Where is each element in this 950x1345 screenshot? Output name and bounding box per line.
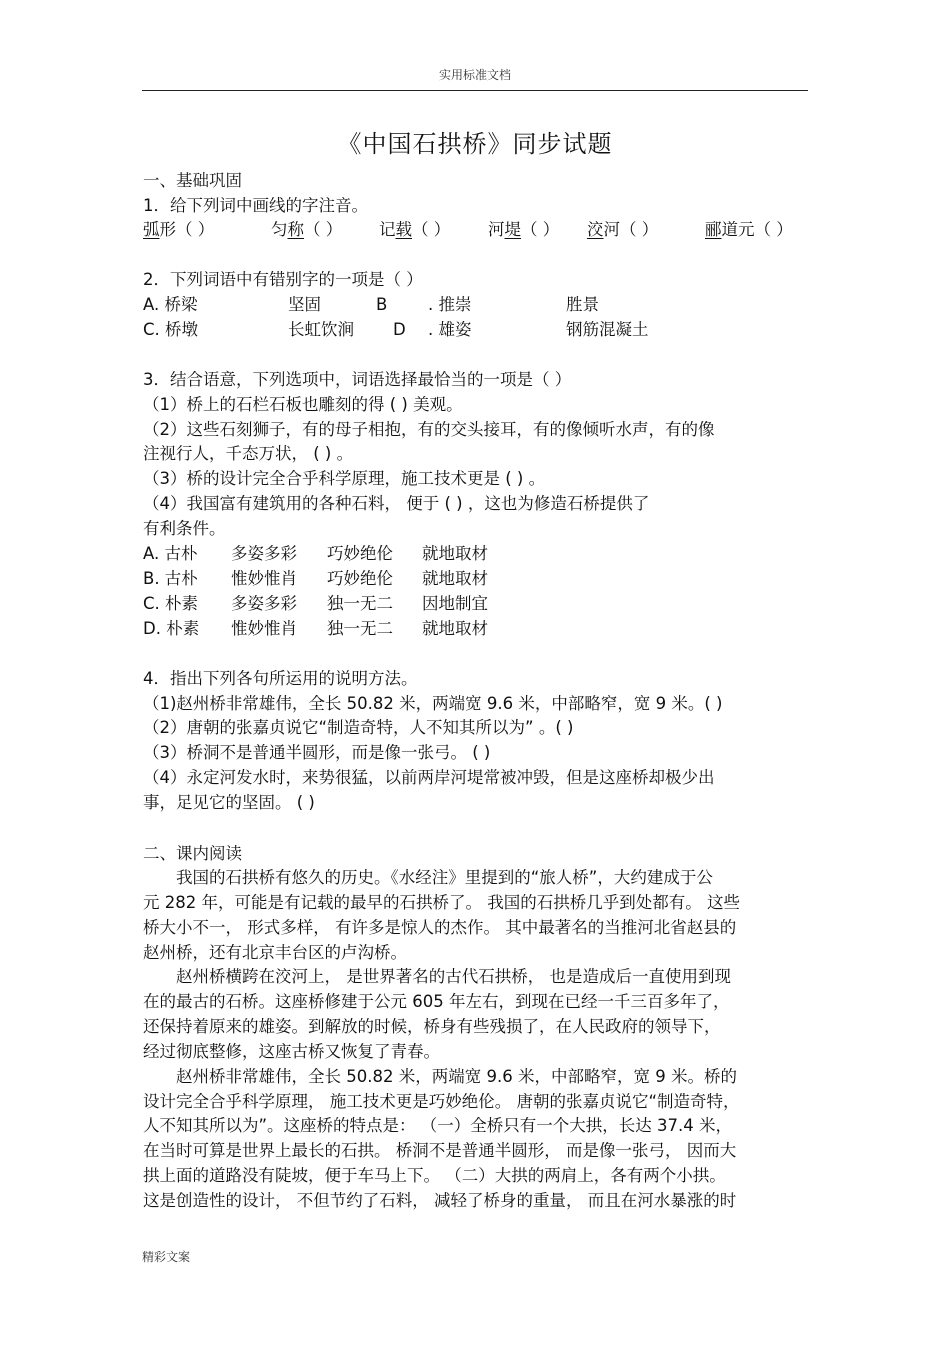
page-header: 实用标准文档 [438,68,511,82]
question-3-sentence: 注视行人，千态万状， ( ) 。 [143,444,354,463]
pinyin-item: 匀称（ ） [271,220,343,239]
option-cell: 胜景 [566,295,599,314]
section-heading: 二、课内阅读 [143,844,242,863]
option-cell: 就地取材 [422,619,488,638]
option-cell: C. 朴素 [143,594,199,613]
option-cell: C. 桥墩 [143,320,199,339]
option-cell: 坚固 [288,295,321,314]
pinyin-item: 洨河（ ） [587,220,659,239]
question-4-sentence: （2）唐朝的张嘉贞说它“制造奇特，人不知其所以为” 。( ) [143,718,574,737]
reading-line: 赵州桥，还有北京丰台区的卢沟桥。 [143,943,407,962]
question-1-stem: 1．给下列词中画线的字注音。 [143,196,368,215]
option-cell: B. 古朴 [143,569,198,588]
option-cell: 巧妙绝伦 [327,569,393,588]
reading-line: 赵州桥非常雄伟，全长 50.82 米，两端宽 9.6 米，中部略窄，宽 9 米。桥的 [143,1067,737,1086]
reading-line: 人不知其所以为”。这座桥的特点是： （一）全桥只有一个大拱，长达 37.4 米， [143,1116,733,1135]
question-4-sentence: 事，足见它的坚固。 ( ) [143,793,315,812]
page-footer: 精彩文案 [142,1250,191,1264]
option-cell: A. 桥梁 [143,295,198,314]
reading-line: 我国的石拱桥有悠久的历史。《水经注》里提到的“旅人桥”，大约建成于公 [143,868,713,887]
question-3-sentence: 有利条件。 [143,519,226,538]
option-cell: 惟妙惟肖 [231,569,297,588]
option-cell: . 雄姿 [428,320,472,339]
option-cell: 多姿多彩 [231,594,297,613]
reading-line: 设计完全合乎科学原理， 施工技术更是巧妙绝伦。 唐朝的张嘉贞说它“制造奇特， [143,1092,740,1111]
option-cell: A. 古朴 [143,544,198,563]
question-3-sentence: （2）这些石刻狮子，有的母子相抱，有的交头接耳，有的像倾听水声，有的像 [143,420,715,439]
question-4-sentence: （4）永定河发水时，来势很猛，以前两岸河堤常被冲毁，但是这座桥却极少出 [143,768,715,787]
option-cell: 独一无二 [327,619,393,638]
option-cell: 长虹饮涧 [288,320,354,339]
pinyin-item: 记载（ ） [379,220,451,239]
pinyin-item: 河堤（ ） [488,220,560,239]
reading-line: 赵州桥横跨在洨河上， 是世界著名的古代石拱桥， 也是造成后一直使用到现 [143,967,731,986]
question-3-stem: 3．结合语意，下列选项中，词语选择最恰当的一项是（ ） [143,370,572,389]
question-3-sentence: （3）桥的设计完全合乎科学原理，施工技术更是 ( ) 。 [143,469,546,488]
option-cell: . 推崇 [428,295,472,314]
option-cell: 独一无二 [327,594,393,613]
option-cell: 钢筋混凝土 [566,320,649,339]
section-heading: 一、基础巩固 [143,171,242,190]
question-2-stem: 2．下列词语中有错别字的一项是（ ） [143,270,423,289]
question-4-stem: 4．指出下列各句所运用的说明方法。 [143,669,418,688]
reading-line: 经过彻底整修，这座古桥又恢复了青春。 [143,1042,440,1061]
reading-line: 在当时可算是世界上最长的石拱。 桥洞不是普通半圆形， 而是像一张弓， 因而大 [143,1141,737,1160]
option-cell: 巧妙绝伦 [327,544,393,563]
option-cell: 就地取材 [422,544,488,563]
reading-line: 元 282 年，可能是有记载的最早的石拱桥了。 我国的石拱桥几乎到处都有。 这些 [143,893,740,912]
question-3-sentence: （1）桥上的石栏石板也雕刻的得 ( ) 美观。 [143,395,463,414]
pinyin-item: 弧形（ ） [143,220,215,239]
question-4-sentence: （3）桥洞不是普通半圆形，而是像一张弓。 ( ) [143,743,491,762]
option-cell: 因地制宜 [422,594,488,613]
option-cell: 就地取材 [422,569,488,588]
option-cell: B [376,295,388,314]
reading-line: 这是创造性的设计， 不但节约了石料， 减轻了桥身的重量， 而且在河水暴涨的时 [143,1191,737,1210]
option-cell: D. 朴素 [143,619,200,638]
reading-line: 拱上面的道路没有陡坡，便于车马上下。 （二）大拱的两肩上，各有两个小拱。 [143,1166,726,1185]
header-rule [142,90,808,91]
option-cell: 惟妙惟肖 [231,619,297,638]
option-cell: 多姿多彩 [231,544,297,563]
pinyin-item: 郦道元（ ） [705,220,793,239]
option-cell: D [393,320,406,339]
reading-line: 还保持着原来的雄姿。到解放的时候，桥身有些残损了，在人民政府的领导下， [143,1017,721,1036]
reading-line: 在的最古的石桥。这座桥修建于公元 605 年左右，到现在已经一千三百多年了， [143,992,730,1011]
page-title: 《中国石拱桥》同步试题 [337,130,613,158]
reading-line: 桥大小不一， 形式多样， 有许多是惊人的杰作。 其中最著名的当推河北省赵县的 [143,918,737,937]
question-3-sentence: （4）我国富有建筑用的各种石料， 便于 ( ) ，这也为修造石桥提供了 [143,494,650,513]
question-4-sentence: （1)赵州桥非常雄伟，全长 50.82 米，两端宽 9.6 米，中部略窄，宽 9 米。( ) [143,694,723,713]
